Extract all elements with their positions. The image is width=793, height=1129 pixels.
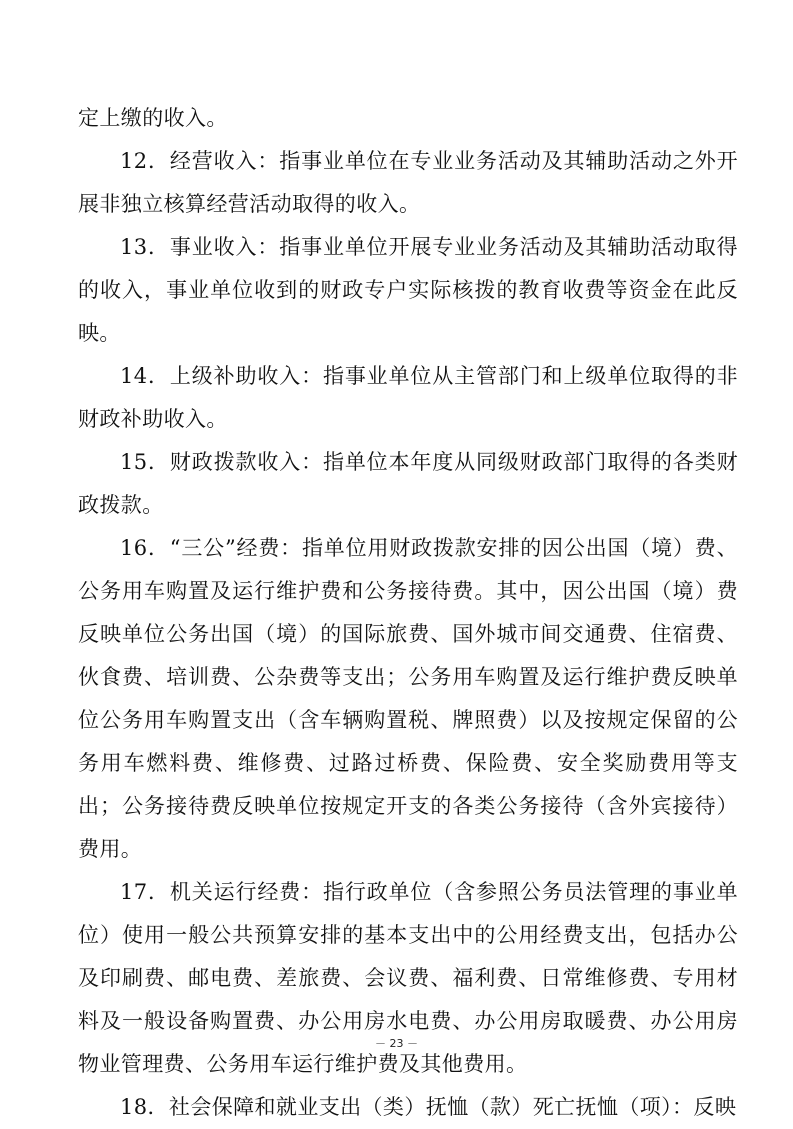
page-number: － 23 － — [375, 1037, 418, 1050]
paragraph-continuation: 定上缴的收入。 — [78, 106, 228, 130]
paragraph-item-14: 14．上级补助收入：指事业单位从主管部门和上级单位取得的非财政补助收入。 — [78, 364, 738, 431]
paragraph-item-12: 12．经营收入：指事业单位在专业业务活动及其辅助活动之外开展非独立核算经营活动取得的收入。 — [78, 149, 738, 216]
paragraph-item-16: 16．“三公”经费：指单位用财政拨款安排的因公出国（境）费、公务用车购置及运行维护费和公务接待费。其中，因公出国（境）费反映单位公务出国（境）的国际旅费、国外城市间交通费、住宿费、伙食费、培训费、公杂费等支出；公务用车购置及运行维护费反映单位公务用车购置支出（含车辆购置税、牌照费）以及按规定保留的公务用车燃料费、维修费、过路过桥费、保险费、安全奖励费用等支出；公务接待费反映单位按规定开支的各类公务接待（含外宾接待）费用。 — [78, 536, 738, 861]
document-body — [78, 97, 738, 1129]
paragraph-item-18: 18．社会保障和就业支出（类）抚恤（款）死亡抚恤（项）：反映 — [120, 1095, 737, 1119]
paragraph-item-13: 13．事业收入：指事业单位开展专业业务活动及其辅助活动取得的收入，事业单位收到的财政专户实际核拨的教育收费等资金在此反映。 — [78, 235, 738, 345]
paragraph-item-17: 17．机关运行经费：指行政单位（含参照公务员法管理的事业单位）使用一般公共预算安排的基本支出中的公用经费支出，包括办公及印刷费、邮电费、差旅费、会议费、福利费、日常维修费、专用材料及一般设备购置费、办公用房水电费、办公用房取暖费、办公用房物业管理费、公务用车运行维护费及其他费用。 — [78, 880, 738, 1076]
paragraph-item-15: 15．财政拨款收入：指单位本年度从同级财政部门取得的各类财政拨款。 — [78, 450, 738, 517]
